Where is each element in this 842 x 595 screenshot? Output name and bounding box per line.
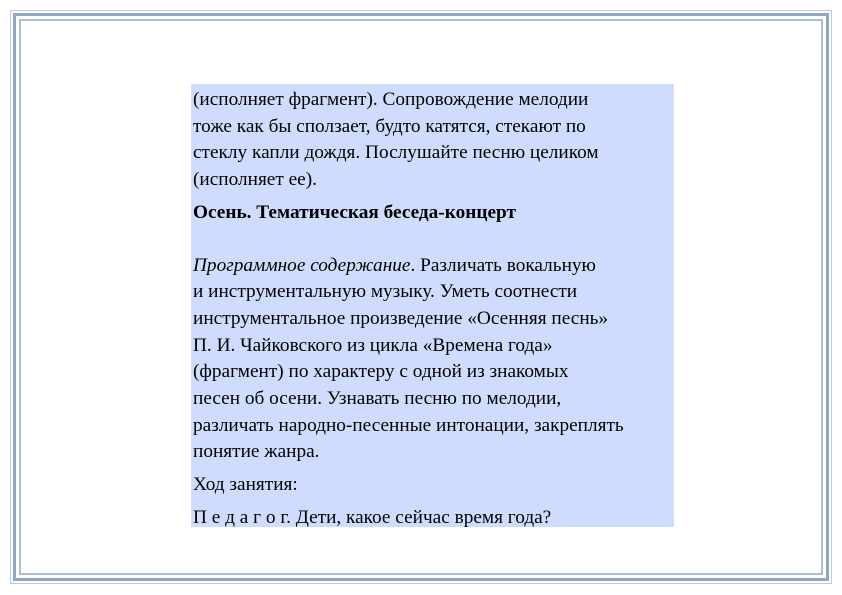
text-line: стеклу капли дождя. Послушайте песню целиком: [193, 142, 599, 164]
text-line: (фрагмент) по характеру с одной из знакомых: [193, 361, 569, 383]
speaker-label: П е д а г о г: [193, 506, 287, 528]
spacer: [193, 227, 674, 253]
text-line: и инструментальную музыку. Уметь соотнести: [193, 281, 578, 303]
text-line: инструментальное произведение «Осенняя песнь»: [193, 307, 609, 329]
paragraph-program: [193, 253, 674, 467]
paragraph-intro: [193, 87, 674, 194]
text-line: (исполняет фрагмент). Сопровождение мелодии: [193, 89, 589, 110]
dialogue-text: . Дети, какое сейчас время года?: [286, 506, 552, 528]
text-line: [193, 253, 674, 280]
text-line: различать народно-песенные интонации, закреплять: [193, 414, 624, 436]
text-line: тоже как бы сползает, будто катятся, стекают по: [193, 115, 586, 137]
section-heading: Осень. Тематическая беседа-концерт: [193, 201, 516, 223]
text-line: песен об осени. Узнавать песню по мелодии,: [193, 388, 562, 410]
text-content-box: [191, 84, 674, 527]
lesson-title: Ход занятия:: [193, 474, 298, 496]
dialogue-line: [193, 505, 674, 532]
text-line: П. И. Чайковского из цикла «Времена года»: [193, 334, 553, 356]
text-line: понятие жанра.: [193, 441, 320, 463]
text-line: (исполняет ее).: [193, 169, 317, 191]
program-line1-rest: . Различать вокальную: [410, 254, 596, 276]
program-label: Программное содержание: [193, 254, 411, 276]
